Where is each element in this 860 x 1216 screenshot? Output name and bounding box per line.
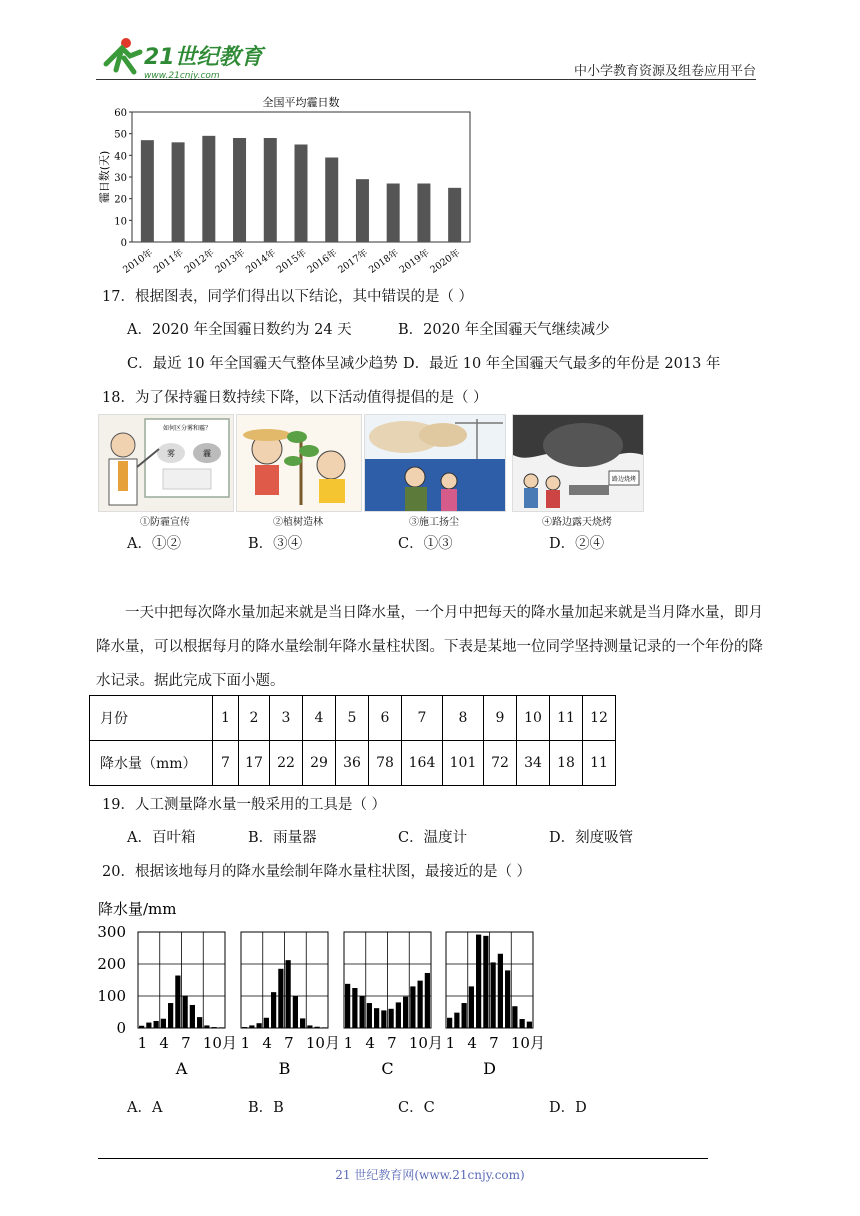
x-tick-label: 4 <box>365 1034 375 1052</box>
chart-letter-label: B <box>278 1059 291 1078</box>
table-row-label: 降水量（mm） <box>90 741 213 786</box>
x-tick-label: 2013年 <box>213 247 248 276</box>
chart-letter-label: A <box>175 1059 188 1078</box>
y-tick-label: 100 <box>97 987 126 1005</box>
bar <box>204 1025 209 1028</box>
bar <box>417 184 430 243</box>
q20-stem: 20．根据该地每月的降水量绘制年降水量柱状图，最接近的是（ ） <box>102 864 532 880</box>
caption-3: ③施工扬尘 <box>409 517 459 528</box>
chart-letter-label: C <box>381 1059 394 1078</box>
bar <box>447 1018 452 1028</box>
header-platform-text: 中小学教育资源及组卷应用平台 <box>573 64 756 79</box>
q19-option-d[interactable]: D．刻度吸管 <box>549 830 634 846</box>
bar <box>202 136 215 242</box>
bar <box>360 996 365 1028</box>
q20-option-b[interactable]: B．B <box>248 1100 284 1116</box>
bar <box>271 992 276 1028</box>
chart-title: 全国平均霾日数 <box>262 96 340 109</box>
bar <box>483 936 488 1028</box>
y-tick-label: 300 <box>97 923 126 941</box>
bar <box>219 1027 224 1028</box>
table-row-months <box>90 696 616 741</box>
site-logo <box>96 34 266 82</box>
table-cell: 5 <box>336 696 369 741</box>
bar <box>183 996 188 1028</box>
q18-option-c[interactable]: C．①③ <box>398 536 453 552</box>
svg-text:霾: 霾 <box>203 449 211 458</box>
bar <box>175 976 180 1028</box>
caption-1: ①防霾宣传 <box>140 517 190 528</box>
bar <box>381 1010 386 1028</box>
q17-stem: 17．根据图表，同学们得出以下结论，其中错误的是（ ） <box>102 289 474 305</box>
q18-option-d[interactable]: D．②④ <box>549 536 605 552</box>
bar <box>505 970 510 1028</box>
q20-option-c[interactable]: C．C <box>398 1100 435 1116</box>
x-tick-label: 2018年 <box>366 247 401 276</box>
bar <box>454 1013 459 1028</box>
bar <box>462 1003 467 1028</box>
table-cell: 18 <box>550 741 583 786</box>
table-cell: 12 <box>583 696 616 741</box>
logo-url: www.21cnjy.com <box>144 71 220 81</box>
bar <box>410 986 415 1028</box>
table-cell: 7 <box>213 741 239 786</box>
y-tick-label: 50 <box>114 129 127 141</box>
table-cell: 6 <box>369 696 402 741</box>
table-cell: 7 <box>402 696 443 741</box>
logo-text: 21世纪教育 <box>144 45 263 70</box>
bar <box>418 981 423 1028</box>
caption-2: ②植树造林 <box>273 517 323 528</box>
bar <box>249 1025 254 1028</box>
bar <box>168 1003 173 1028</box>
x-tick-label: 7 <box>181 1034 191 1052</box>
y-tick-label: 40 <box>114 151 127 163</box>
bar <box>374 1008 379 1028</box>
bar <box>527 1022 532 1028</box>
rainfall-table <box>89 695 616 786</box>
option-chart-C <box>344 932 443 1078</box>
footer-divider <box>98 1158 708 1159</box>
bar <box>286 960 291 1028</box>
bar <box>367 1003 372 1028</box>
rainfall-option-charts <box>96 894 556 1088</box>
x-tick-label: 2011年 <box>151 247 186 276</box>
y-axis-label: 降水量/mm <box>98 900 177 918</box>
caption-4: ④路边露天烧烤 <box>542 517 612 528</box>
bar <box>139 1026 144 1028</box>
bar <box>293 996 298 1028</box>
bar <box>190 1005 195 1028</box>
table-cell: 11 <box>550 696 583 741</box>
x-tick-label: 2010年 <box>121 247 156 276</box>
x-tick-label: 10月 <box>510 1034 545 1052</box>
footer-text: 21 世纪教育网(www.21cnjy.com) <box>335 1168 525 1182</box>
bar <box>396 1002 401 1028</box>
bar <box>448 188 461 242</box>
x-tick-label: 4 <box>262 1034 272 1052</box>
bar <box>146 1023 151 1028</box>
bar <box>172 142 185 242</box>
bar <box>425 973 430 1028</box>
q18-option-b[interactable]: B．③④ <box>248 536 303 552</box>
x-tick-label: 7 <box>387 1034 397 1052</box>
x-tick-label: 2012年 <box>182 247 217 276</box>
passage-text: 一天中把每次降水量加起来就是当日降水量，一个月中把每天的降水量加起来就是当月降水量，即月降水量，可以根据每月的降水量绘制年降水量柱状图。下表是某地一位同学坚持测量记录的一个年份的降水记录。据此完成下面小题。 <box>96 605 763 689</box>
x-tick-label: 2015年 <box>274 247 309 276</box>
table-cell: 10 <box>517 696 550 741</box>
table-row-rainfall <box>90 741 616 786</box>
table-cell: 36 <box>336 741 369 786</box>
svg-text:雾: 雾 <box>167 449 175 458</box>
bar <box>264 138 277 242</box>
table-cell: 11 <box>583 741 616 786</box>
q17-option-b[interactable]: B．2020 年全国霾天气继续减少 <box>398 322 610 338</box>
bar <box>242 1027 247 1028</box>
bar <box>325 158 338 243</box>
x-tick-label: 7 <box>489 1034 499 1052</box>
table-cell: 8 <box>443 696 484 741</box>
y-tick-label: 20 <box>114 194 127 206</box>
bar <box>257 1023 262 1028</box>
svg-text:路边烧烤: 路边烧烤 <box>611 476 637 483</box>
illustration-roadside-barbecue <box>512 414 644 512</box>
chart-letter-label: D <box>483 1059 496 1078</box>
bar <box>307 1025 312 1028</box>
q17-option-d[interactable]: D．最近 10 年全国霾天气最多的年份是 2013 年 <box>403 356 721 372</box>
bar <box>387 184 400 243</box>
svg-text:如何区分雾和霾？: 如何区分雾和霾？ <box>162 425 212 432</box>
bar <box>476 935 481 1028</box>
bar <box>141 140 154 242</box>
header-divider <box>96 79 756 80</box>
q18-option-a[interactable]: A．①② <box>127 536 181 552</box>
table-cell: 4 <box>303 696 336 741</box>
x-tick-label: 2020年 <box>428 247 463 276</box>
q17-option-a[interactable]: A．2020 年全国霾日数约为 24 天 <box>127 322 352 338</box>
q19-option-a[interactable]: A．百叶箱 <box>127 830 196 846</box>
bar <box>356 179 369 242</box>
table-cell: 2 <box>239 696 270 741</box>
table-cell: 164 <box>402 741 443 786</box>
x-tick-label: 10月 <box>202 1034 237 1052</box>
y-tick-label: 0 <box>116 1019 126 1037</box>
bar <box>469 986 474 1028</box>
table-cell: 17 <box>239 741 270 786</box>
bar <box>264 1018 269 1028</box>
illustration-haze-publicity <box>98 414 234 512</box>
x-tick-label: 4 <box>467 1034 477 1052</box>
table-cell: 22 <box>270 741 303 786</box>
x-tick-label: 2014年 <box>244 247 278 276</box>
table-cell: 9 <box>484 696 517 741</box>
q18-stem: 18．为了保持霾日数持续下降，以下活动值得提倡的是（ ） <box>102 390 488 406</box>
q20-option-d[interactable]: D．D <box>549 1100 587 1116</box>
option-chart-A <box>138 932 237 1078</box>
x-tick-label: 1 <box>343 1034 354 1052</box>
x-tick-label: 10月 <box>305 1034 340 1052</box>
x-tick-label: 1 <box>240 1034 251 1052</box>
x-tick-label: 4 <box>159 1034 169 1052</box>
option-chart-D <box>446 932 545 1078</box>
bar <box>403 997 408 1028</box>
bar <box>233 138 246 242</box>
q19-stem: 19．人工测量降水量一般采用的工具是（ ） <box>102 797 387 813</box>
bar <box>352 988 357 1028</box>
x-tick-label: 7 <box>284 1034 294 1052</box>
bar <box>520 1019 525 1028</box>
bar <box>161 1019 166 1028</box>
bar <box>300 1018 305 1028</box>
illustration-tree-planting <box>236 414 362 512</box>
bar <box>345 984 350 1028</box>
q20-option-a[interactable]: A．A <box>127 1100 163 1116</box>
option-chart-B <box>241 932 340 1078</box>
q19-option-b[interactable]: B．雨量器 <box>248 830 317 846</box>
x-tick-label: 10月 <box>408 1034 443 1052</box>
x-tick-label: 2016年 <box>305 247 340 276</box>
y-tick-label: 30 <box>114 173 127 184</box>
table-cell: 72 <box>484 741 517 786</box>
bar <box>498 954 503 1028</box>
x-tick-label: 2019年 <box>397 247 432 276</box>
bar <box>154 1021 159 1028</box>
y-tick-label: 10 <box>114 216 127 228</box>
q17-option-c[interactable]: C．最近 10 年全国霾天气整体呈减少趋势 <box>127 356 398 372</box>
runner-logo-icon <box>106 38 140 72</box>
bar <box>491 962 496 1028</box>
q19-option-c[interactable]: C．温度计 <box>398 830 468 846</box>
y-axis-label: 霾日数(天) <box>98 150 111 204</box>
bar <box>322 1027 327 1028</box>
bar <box>197 1017 202 1028</box>
table-cell: 1 <box>213 696 239 741</box>
table-cell: 101 <box>443 741 484 786</box>
y-tick-label: 200 <box>97 955 126 973</box>
table-cell: 3 <box>270 696 303 741</box>
x-tick-label: 1 <box>445 1034 456 1052</box>
bar <box>295 145 308 243</box>
bar <box>389 1009 394 1028</box>
bar <box>212 1027 217 1028</box>
x-tick-label: 1 <box>137 1034 148 1052</box>
x-tick-label: 2017年 <box>336 247 371 276</box>
y-tick-label: 0 <box>120 238 127 249</box>
y-tick-label: 60 <box>114 108 127 119</box>
haze-days-chart <box>96 92 486 282</box>
bar <box>315 1027 320 1028</box>
table-cell: 29 <box>303 741 336 786</box>
illustration-construction-dust <box>364 414 506 512</box>
table-cell: 78 <box>369 741 402 786</box>
bar <box>512 1006 517 1028</box>
table-row-label: 月份 <box>90 696 213 741</box>
table-cell: 34 <box>517 741 550 786</box>
bar <box>278 969 283 1028</box>
